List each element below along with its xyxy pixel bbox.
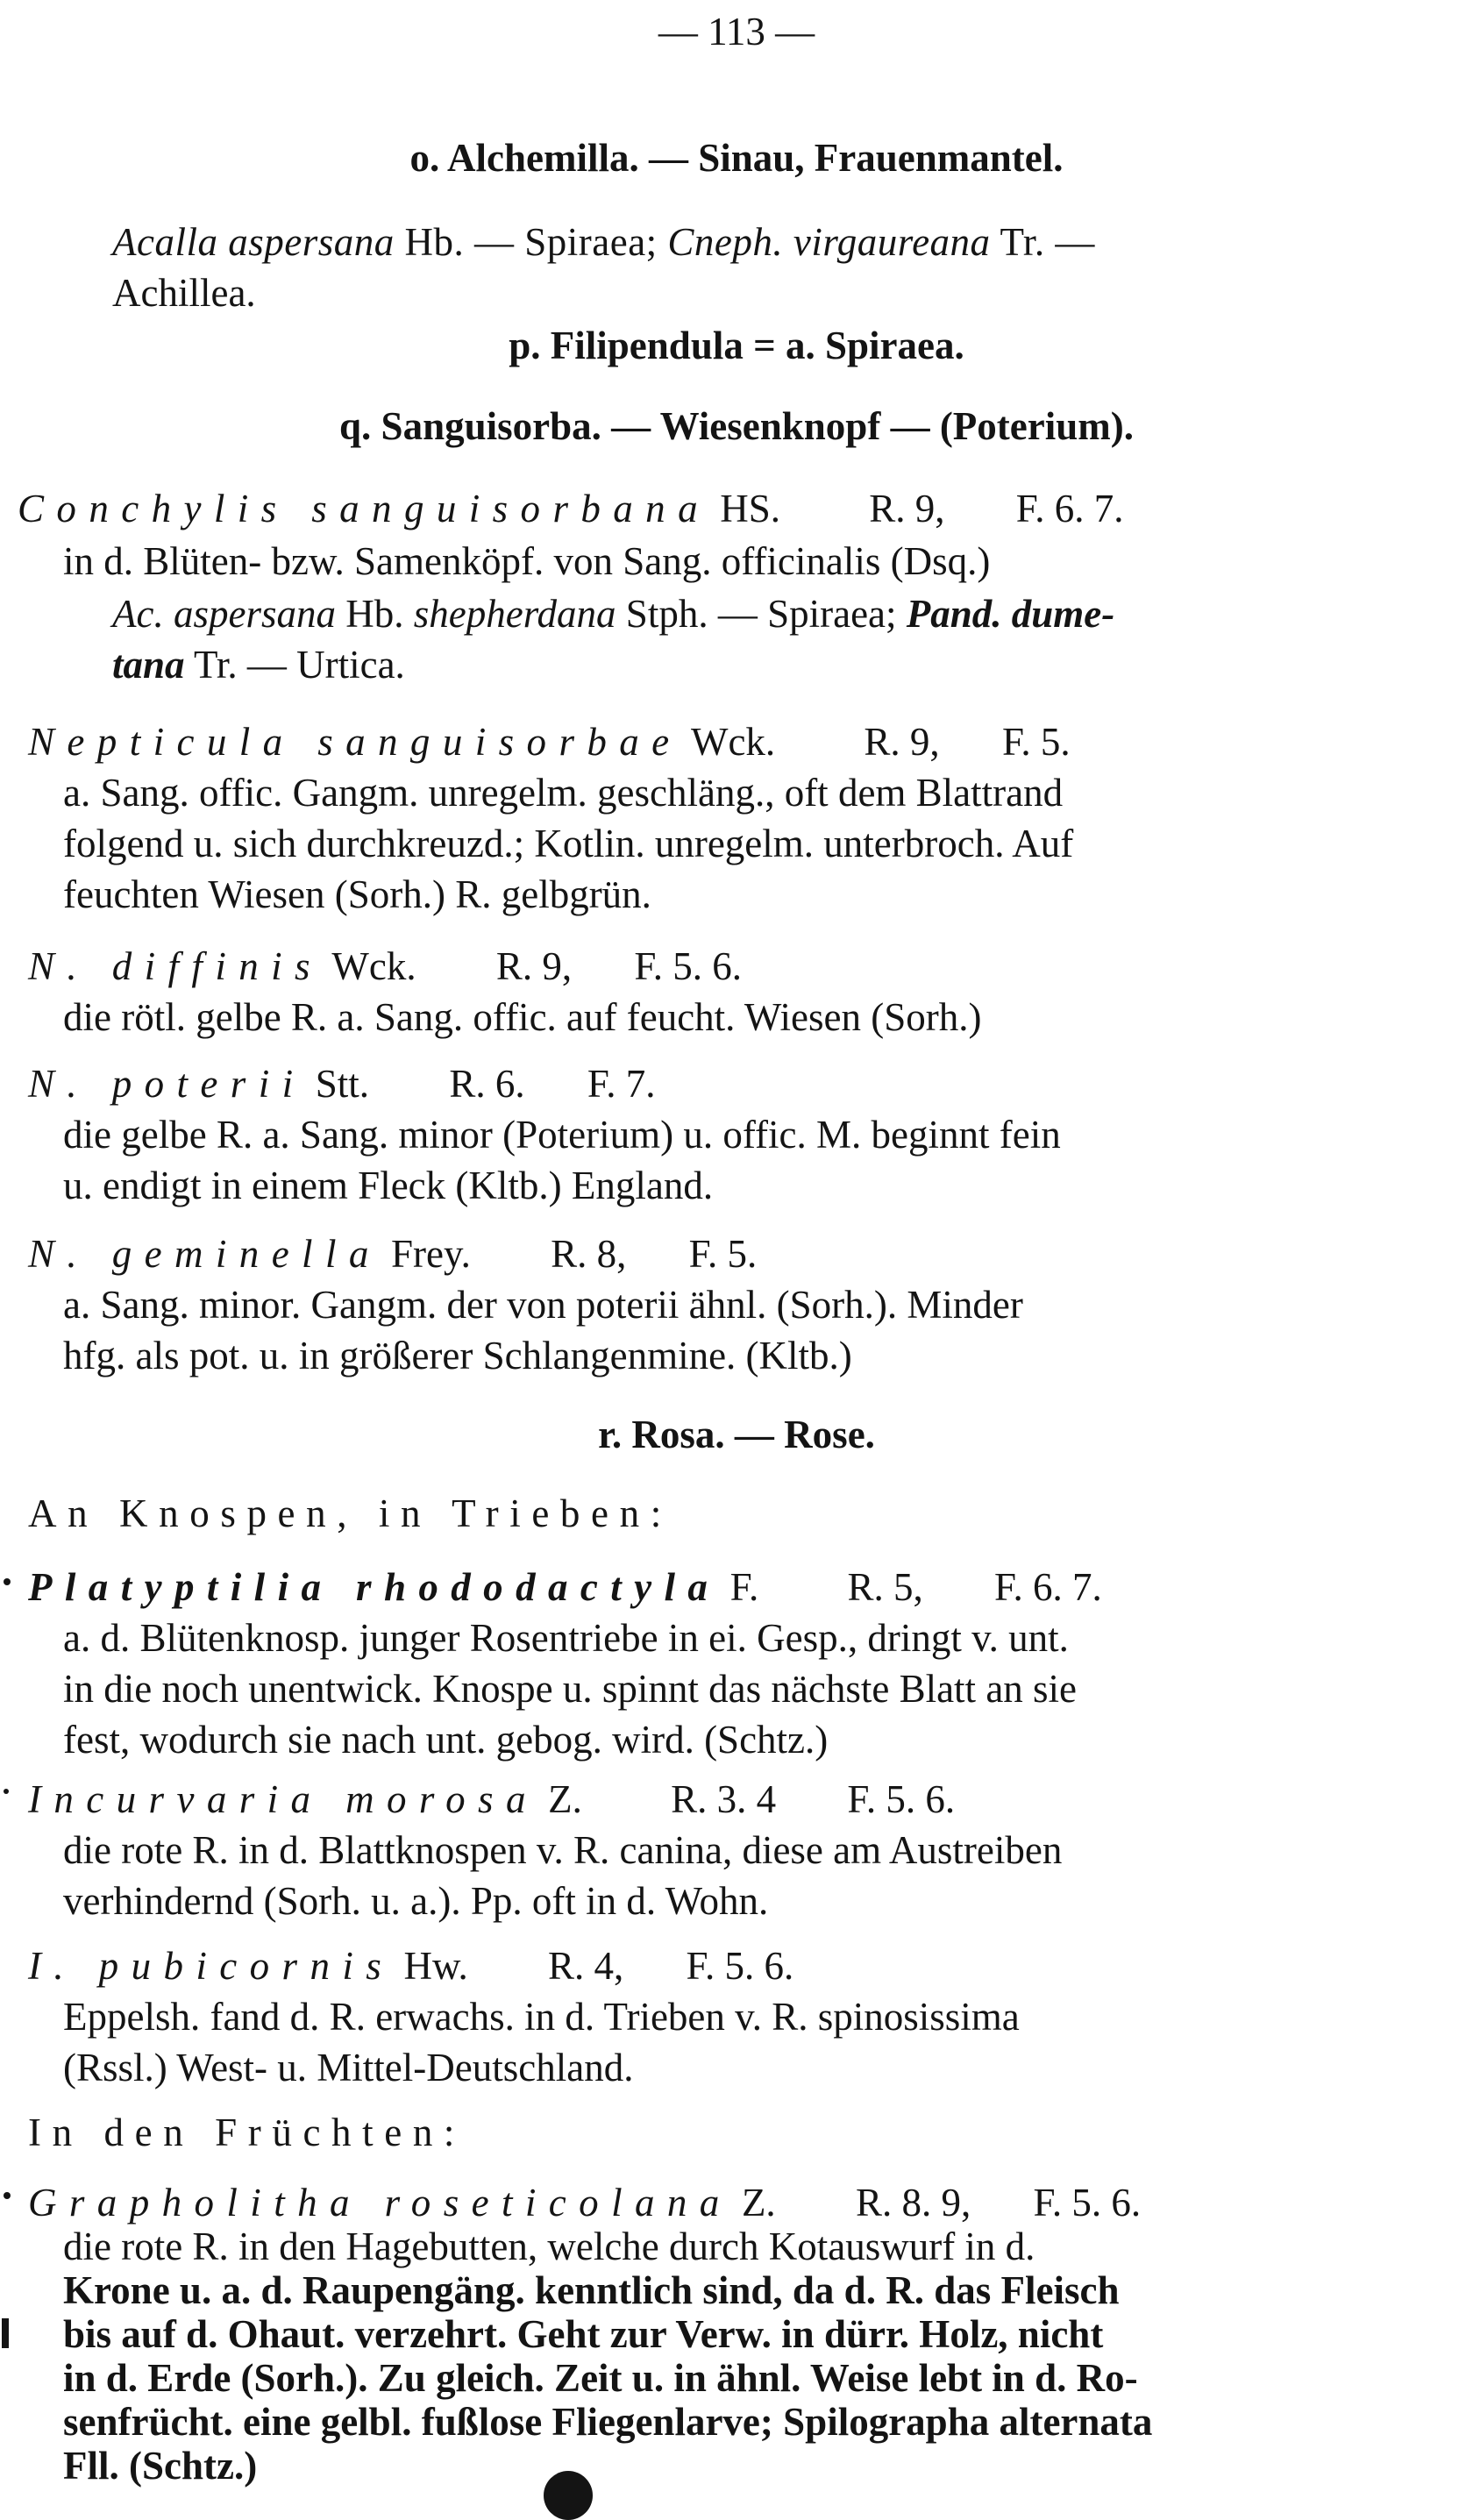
species-name: Conchylis sanguisorbana [18, 487, 710, 530]
section-o-line: Acalla aspersana Hb. — Spiraea; Cneph. virgaureana Tr. — [112, 220, 1095, 264]
entry-header-pubicornis: I. pubicornis Hw. R. 4, F. 5. 6. [28, 1944, 794, 1988]
entry-desc: a. Sang. minor. Gangm. der von poterii ähnl. (Sorh.). Minder [63, 1283, 1023, 1327]
section-p-title: p. Filipendula = a. Spiraea. [509, 324, 964, 367]
entry-desc: die gelbe R. a. Sang. minor (Poterium) u. offic. M. beginnt fein [63, 1113, 1061, 1157]
page-number: — 113 — [658, 10, 815, 53]
entry-header-incurvaria: Incurvaria morosa Z. R. 3. 4 F. 5. 6. [28, 1777, 956, 1821]
species-name: Incurvaria morosa [28, 1777, 538, 1821]
entry-desc: verhindernd (Sorh. u. a.). Pp. oft in d. Wohn. [63, 1879, 769, 1923]
species-name: N. geminella [28, 1232, 381, 1276]
margin-mark [2, 2318, 9, 2348]
entry-desc: die rötl. gelbe R. a. Sang. offic. auf feucht. Wiesen (Sorh.) [63, 995, 982, 1039]
entry-desc: Fll. (Schtz.) [63, 2444, 258, 2488]
entry-note2: tana Tr. — Urtica. [112, 643, 405, 687]
entry-desc: u. endigt in einem Fleck (Kltb.) England. [63, 1164, 714, 1207]
section-o-line2: Achillea. [112, 271, 256, 315]
species-acalla: Acalla aspersana [112, 220, 395, 264]
margin-mark [4, 1789, 9, 1794]
species-name: Nepticula sanguisorbae [28, 720, 682, 764]
margin-mark [4, 2192, 11, 2199]
entry-desc: Eppelsh. fand d. R. erwachs. in d. Trieben v. R. spinosissima [63, 1995, 1020, 2039]
entry-desc: in d. Blüten- bzw. Samenköpf. von Sang. officinalis (Dsq.) [63, 539, 991, 583]
entry-header-diffinis: N. diffinis Wck. R. 9, F. 5. 6. [28, 944, 743, 988]
species-name: Grapholitha roseticolana [28, 2181, 732, 2225]
entry-desc: bis auf d. Ohaut. verzehrt. Geht zur Verw. in dürr. Holz, nicht [63, 2312, 1104, 2356]
entry-desc: die rote R. in den Hagebutten, welche durch Kotauswurf in d. [63, 2225, 1035, 2268]
entry-desc: die rote R. in d. Blattknospen v. R. canina, diese am Austreiben [63, 1828, 1063, 1872]
ink-blot [544, 2471, 593, 2520]
entry-header-platyptilia: Platyptilia rhododactyla F. R. 5, F. 6. 7. [28, 1565, 1102, 1609]
section-o-title: o. Alchemilla. — Sinau, Frauenmantel. [409, 136, 1064, 180]
entry-desc: (Rssl.) West- u. Mittel-Deutschland. [63, 2046, 634, 2089]
species-name: N. poterii [28, 1062, 306, 1106]
entry-header-geminella: N. geminella Frey. R. 8, F. 5. [28, 1232, 758, 1276]
entry-desc: senfrücht. eine gelbl. fußlose Fliegenlarve; Spilographa alternata [63, 2400, 1153, 2444]
section-q-title: q. Sanguisorba. — Wiesenknopf — (Poterium). [339, 404, 1134, 448]
entry-desc: Krone u. a. d. Raupengäng. kenntlich sind, da d. R. das Fleisch [63, 2268, 1120, 2312]
species-name: Platyptilia rhododactyla [28, 1565, 721, 1609]
species-cnephasia: Cneph. virgaureana [667, 220, 991, 264]
entry-desc: in d. Erde (Sorh.). Zu gleich. Zeit u. in ähnl. Weise lebt in d. Ro- [63, 2356, 1138, 2400]
entry-note: Ac. aspersana Hb. shepherdana Stph. — Spiraea; Pand. dume- [112, 592, 1115, 636]
entry-header-grapholitha: Grapholitha roseticolana Z. R. 8. 9, F. 5. 6. [28, 2181, 1142, 2225]
entry-desc: a. d. Blütenknosp. junger Rosentriebe in ei. Gesp., dringt v. unt. [63, 1616, 1069, 1660]
entry-desc: a. Sang. offic. Gangm. unregelm. geschläng., oft dem Blattrand [63, 771, 1064, 815]
section-r-title: r. Rosa. — Rose. [598, 1413, 875, 1456]
subheading-fruechte: In den Früchten: [28, 2111, 466, 2154]
subheading-knospen: An Knospen, in Trieben: [28, 1491, 672, 1535]
entry-desc: feuchten Wiesen (Sorh.) R. gelbgrün. [63, 872, 651, 916]
entry-header-conchylis: Conchylis sanguisorbana HS. R. 9, F. 6. 7. [18, 487, 1124, 530]
species-name: I. pubicornis [28, 1944, 395, 1988]
entry-header-nepticula: Nepticula sanguisorbae Wck. R. 9, F. 5. [28, 720, 1071, 764]
margin-mark [4, 1578, 11, 1585]
entry-header-poterii: N. poterii Stt. R. 6. F. 7. [28, 1062, 656, 1106]
entry-desc: folgend u. sich durchkreuzd.; Kotlin. unregelm. unterbroch. Auf [63, 822, 1074, 865]
entry-desc: fest, wodurch sie nach unt. gebog. wird. (Schtz.) [63, 1718, 829, 1762]
entry-desc: in die noch unentwick. Knospe u. spinnt das nächste Blatt an sie [63, 1667, 1078, 1711]
entry-desc: hfg. als pot. u. in größerer Schlangenmine. (Kltb.) [63, 1334, 852, 1377]
species-name: N. diffinis [28, 944, 323, 988]
